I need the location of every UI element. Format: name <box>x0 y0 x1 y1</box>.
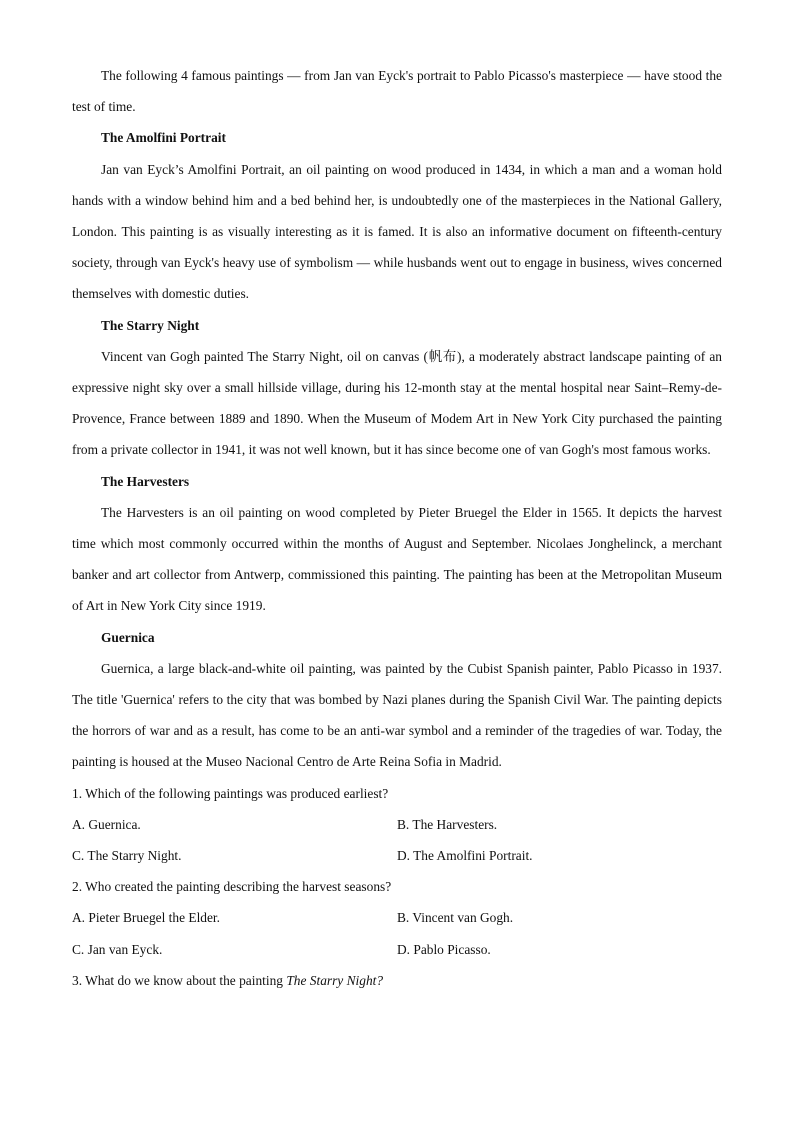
question-3 <box>72 965 722 996</box>
question-2: 2. Who created the painting describing the harvest seasons? <box>72 879 392 895</box>
question-1-options <box>72 809 722 871</box>
question-2-options <box>72 902 722 964</box>
question-2-option-c[interactable]: C. Jan van Eyck. <box>72 941 163 957</box>
question-2-option-a[interactable]: A. Pieter Bruegel the Elder. <box>72 910 220 926</box>
section-title-amolfini: The Amolfini Portrait <box>101 130 226 146</box>
section-title-starry-night: The Starry Night <box>101 317 200 333</box>
section-body-guernica: Guernica, a large black-and-white oil painting, was painted by the Cubist Spanish painter, Pablo Picasso in 1937. The title 'Guernica' refers to the city that was bombed by Nazi planes during the Spanish Civil War. The painting depicts the horrors of war and as a result, has come to be an anti-war symbol and a reminder of the tragedies of war. Today, the painting is housed at the Museo Nacional Centro de Arte Reina Sofia in Madrid. <box>72 660 722 770</box>
question-1-option-c[interactable]: C. The Starry Night. <box>72 848 182 864</box>
question-2-option-b[interactable]: B. Vincent van Gogh. <box>397 910 514 926</box>
question-2-option-d[interactable]: D. Pablo Picasso. <box>397 941 491 957</box>
question-1-option-d[interactable]: D. The Amolfini Portrait. <box>397 848 533 864</box>
question-1: 1. Which of the following paintings was produced earliest? <box>72 785 389 801</box>
question-1-option-a[interactable]: A. Guernica. <box>72 816 141 832</box>
question-3-painting-title: The Starry Night? <box>286 972 384 988</box>
section-body-amolfini: Jan van Eyck’s Amolfini Portrait, an oil painting on wood produced in 1434, in which a man and a woman hold hands with a window behind him and a bed behind her, is undoubtedly one of the masterpieces in the National Gallery, London. This painting is as visually interesting as it is famed. It is also an informative document on fifteenth-century society, through van Eyck's heavy use of symbolism — while husbands went out to engage in business, wives concerned themselves with domestic duties. <box>72 161 722 302</box>
section-body-starry-night: Vincent van Gogh painted The Starry Night, oil on canvas (帆布), a moderately abstract landscape painting of an expressive night sky over a small hillside village, during his 12-month stay at the mental hospital near Saint–Remy-de-Provence, France between 1889 and 1890. When the Museum of Modem Art in New York City purchased the painting from a private collector in 1941, it was not well known, but it has since become one of van Gogh's most famous works. <box>72 348 722 458</box>
section-title-guernica: Guernica <box>101 629 155 645</box>
intro-paragraph: The following 4 famous paintings — from Jan van Eyck's portrait to Pablo Picasso's masterpiece — have stood the test of time. <box>72 68 722 115</box>
question-1-option-b[interactable]: B. The Harvesters. <box>397 816 498 832</box>
document-page <box>72 60 722 996</box>
section-body-harvesters: The Harvesters is an oil painting on wood completed by Pieter Bruegel the Elder in 1565. It depicts the harvest time which most commonly occurred within the months of August and September. Nicolaes Jonghelinck, a merchant banker and art collector from Antwerp, commissioned this painting. The painting has been at the Metropolitan Museum of Art in New York City since 1919. <box>72 504 722 614</box>
section-title-harvesters: The Harvesters <box>101 473 190 489</box>
question-3-text: 3. What do we know about the painting <box>72 972 287 988</box>
